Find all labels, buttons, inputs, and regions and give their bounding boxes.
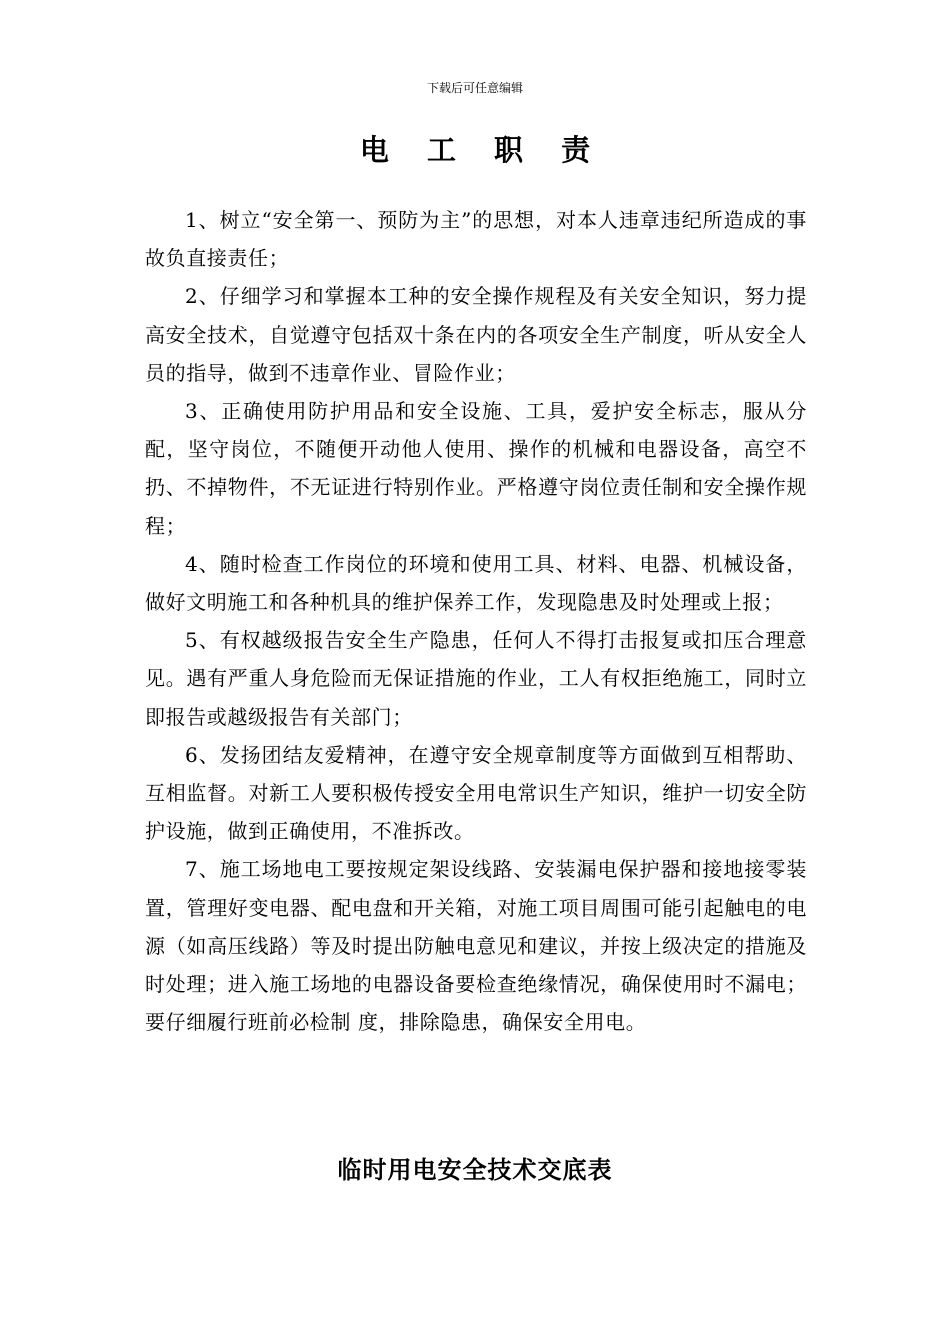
document-title: 电 工 职 责	[359, 133, 605, 167]
duty-paragraph-4: 4、随时检查工作岗位的环境和使用工具、材料、电器、机械设备，做好文明施工和各种机具的维护保养工作，发现隐患及时处理或上报；	[145, 551, 807, 615]
duty-paragraph-6: 6、发扬团结友爱精神，在遵守安全规章制度等方面做到互相帮助、互相监督。对新工人要积极传授安全用电常识生产知识，维护一切安全防护设施，做到正确使用，不准拆改。	[145, 742, 807, 844]
duty-paragraph-3: 3、正确使用防护用品和安全设施、工具，爱护安全标志，服从分配，坚守岗位，不随便开动他人使用、操作的机械和电器设备，高空不扔、不掉物件，不无证进行特别作业。严格遵守岗位责任制和安全操作规程；	[145, 399, 807, 538]
duty-paragraph-5: 5、有权越级报告安全生产隐患，任何人不得打击报复或扣压合理意见。遇有严重人身危险而无保证措施的作业，工人有权拒绝施工，同时立即报告或越级报告有关部门；	[145, 628, 807, 729]
section-title: 临时用电安全技术交底表	[337, 1156, 613, 1184]
duty-paragraph-7: 7、施工场地电工要按规定架设线路、安装漏电保护器和接地接零装置，管理好变电器、配电盘和开关箱，对施工项目周围可能引起触电的电源（如高压线路）等及时提出防触电意见和建议，并按上级决定的措施及时处理；进入施工场地的电器设备要检查绝缘情况，确保使用时不漏电；要仔细履行班前必检制 度，排除隐患，确保安全用电。	[145, 857, 807, 1035]
duty-paragraph-1: 1、树立“安全第一、预防为主”的思想，对本人违章违纪所造成的事故负直接责任；	[145, 208, 807, 271]
header-note: 下载后可任意编辑	[426, 81, 523, 95]
duty-paragraph-2: 2、仔细学习和掌握本工种的安全操作规程及有关安全知识，努力提高安全技术，自觉遵守包括双十条在内的各项安全生产制度，听从安全人员的指导，做到不违章作业、冒险作业；	[145, 284, 807, 385]
document-body	[145, 201, 807, 1041]
